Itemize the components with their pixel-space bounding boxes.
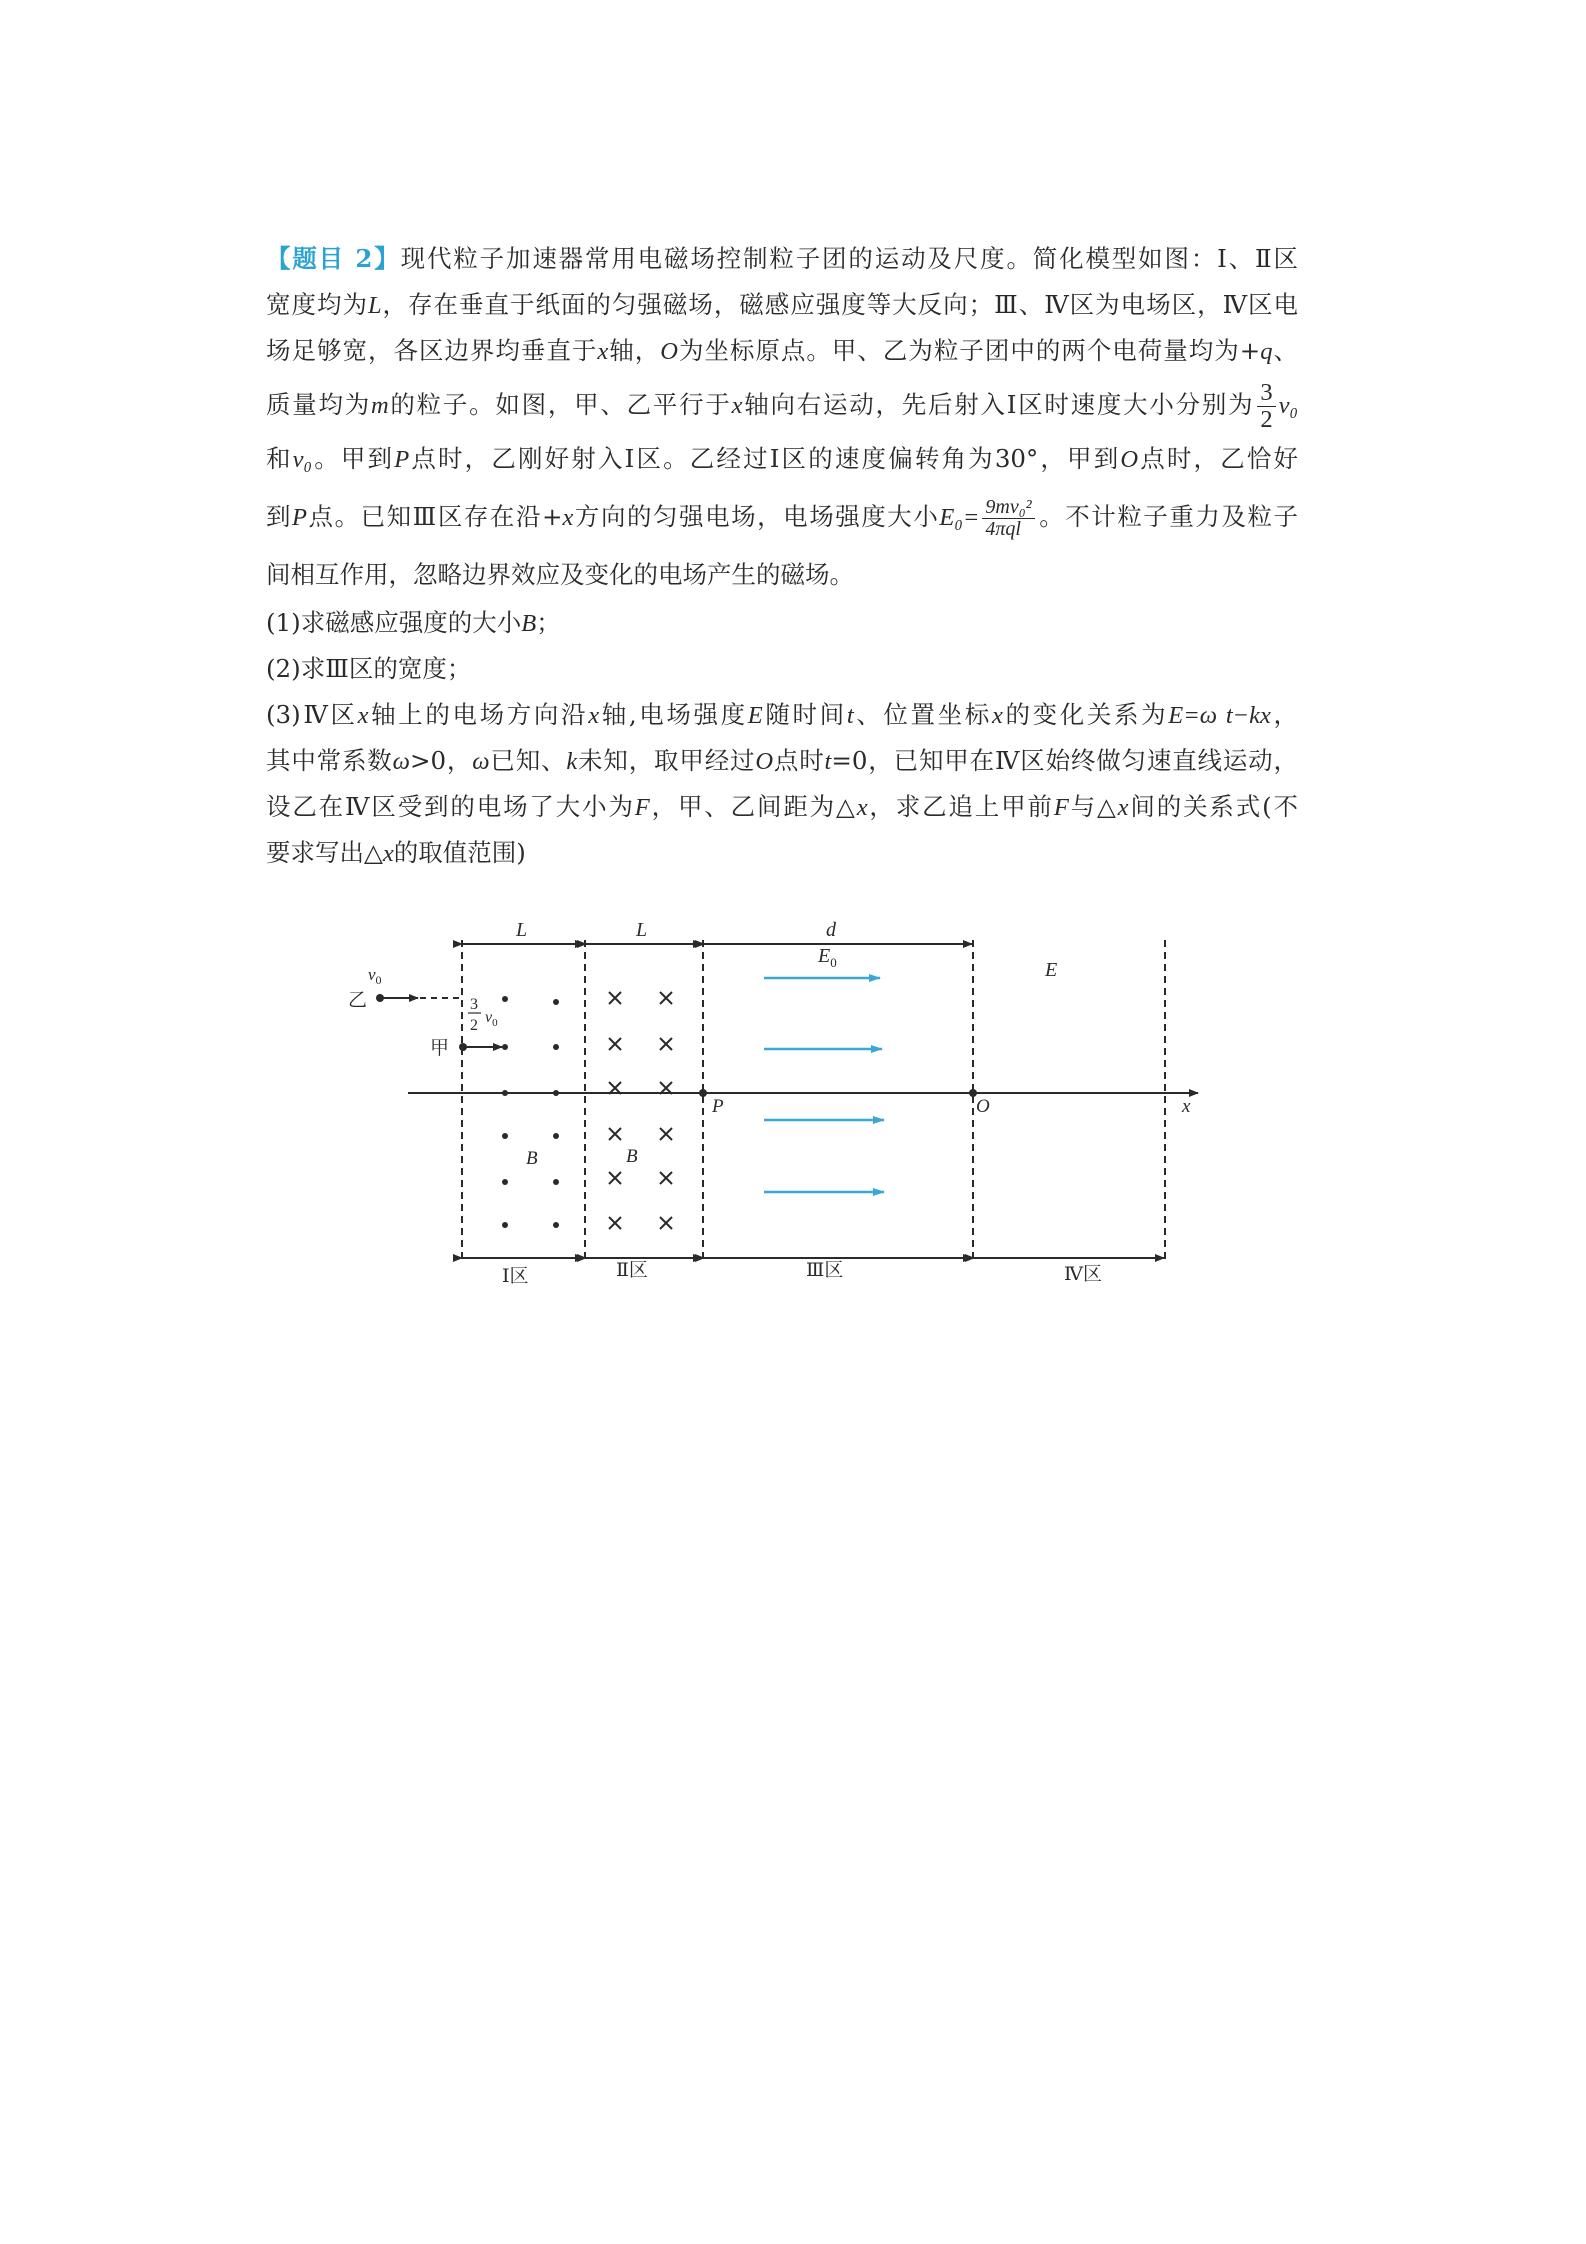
label-E-region4: E: [1045, 959, 1058, 981]
t: 到: [266, 502, 293, 531]
t: 间相互作用，忽略边界效应及变化的电场产生的磁场。: [266, 560, 854, 589]
label-P: P: [712, 1096, 724, 1117]
label-frac-v: [485, 1009, 498, 1029]
label-jia: 甲: [430, 1038, 450, 1059]
t: 点时，乙刚好射入Ⅰ区。乙经过Ⅰ区的速度偏转角为30°，甲到: [409, 444, 1121, 473]
t: 、位置坐标: [853, 700, 992, 729]
region3-field-arrows: [764, 978, 884, 1192]
t: 、: [1272, 336, 1299, 365]
point-P: [699, 1089, 707, 1097]
text-line-4: [266, 374, 1298, 436]
fraction-three-halves: [1257, 380, 1275, 432]
problem-tag: 【题目 2】: [266, 244, 401, 273]
label-v0: [368, 965, 382, 987]
label-E0: [817, 945, 837, 970]
question-1: [266, 600, 1298, 646]
var-P: P: [292, 504, 308, 531]
t: 设乙在Ⅳ区受到的电场了大小为: [266, 792, 635, 821]
text-line-7: [266, 552, 1298, 598]
region-label-4: Ⅳ区: [1064, 1264, 1102, 1285]
t: 方向的匀强电场，电场强度大小: [573, 502, 940, 531]
label-B-region2: B: [626, 1146, 638, 1167]
fraction-e0-formula: [982, 497, 1034, 540]
field-diagram: [0, 900, 1586, 1300]
t: (3)Ⅳ区: [266, 700, 358, 729]
t: 与△: [1068, 792, 1118, 821]
frac-num: 9mv₀²: [982, 497, 1034, 519]
dim-d: d: [826, 919, 836, 941]
t: 和: [266, 444, 293, 473]
t: 。不计粒子重力及粒子: [1037, 502, 1299, 531]
t: 宽度均为: [266, 290, 368, 319]
problem-text: [266, 236, 1298, 876]
line1-text: 现代粒子加速器常用电磁场控制粒子团的运动及尺度。简化模型如图：Ⅰ、Ⅱ区: [400, 244, 1299, 273]
var-v0: v₀: [292, 446, 313, 473]
label-x: x: [1182, 1096, 1191, 1117]
region1-field-dots: [502, 996, 559, 1228]
question-2: [266, 646, 1298, 692]
var-E0: E₀=: [939, 504, 980, 531]
var: x: [991, 702, 1003, 729]
label-v0-sub: 0: [375, 973, 382, 987]
t: 随时间: [762, 700, 847, 729]
t: 已知、: [489, 746, 567, 775]
t: 其中常系数: [266, 746, 393, 775]
t: 的粒子。如图，甲、乙平行于: [388, 390, 732, 419]
t: 。甲到: [312, 444, 395, 473]
var-x: x: [562, 504, 574, 531]
t: =0，已知甲在Ⅳ区始终做匀速直线运动，: [831, 746, 1299, 775]
label-frac-v-main: v: [485, 1009, 493, 1026]
var: t: [824, 748, 832, 775]
t: ，甲、乙间距为△: [649, 792, 857, 821]
var: O: [755, 748, 774, 775]
label-B-region1: B: [526, 1148, 538, 1169]
var-x: x: [597, 338, 609, 365]
var-q: q: [1260, 338, 1273, 365]
label-frac-num: 3: [470, 996, 478, 1013]
var: E: [747, 702, 763, 729]
var-x: x: [731, 392, 743, 419]
question-3-line-4: [266, 830, 1298, 876]
t: 要求写出△: [266, 838, 383, 867]
question-3-line-3: [266, 784, 1298, 830]
formula: E=ω t−kx: [1168, 702, 1271, 729]
t: 点时: [773, 746, 825, 775]
var: x: [856, 794, 868, 821]
t: 质量均为: [266, 390, 371, 419]
t: >0，: [409, 746, 473, 775]
region-boundaries: [462, 940, 1165, 1262]
text-line-5: [266, 436, 1298, 482]
label-frac-den: 2: [470, 1017, 478, 1034]
dim-L-1: L: [516, 919, 528, 941]
question-3-line-1: [266, 692, 1298, 738]
t: 的取值范围): [393, 838, 526, 867]
var-O: O: [1120, 446, 1139, 473]
t: 间的关系式(不: [1128, 792, 1299, 821]
text-line-1: [266, 236, 1298, 282]
frac-num: 3: [1257, 380, 1275, 407]
dimension-lines: [462, 944, 1164, 1258]
t: 轴，: [608, 336, 661, 365]
var: F: [634, 794, 650, 821]
label-E0-sub: 0: [830, 955, 837, 970]
var: ω: [392, 748, 410, 775]
var: k: [566, 748, 578, 775]
question-3-line-2: [266, 738, 1298, 784]
var-L: L: [367, 292, 382, 319]
label-O: O: [976, 1096, 990, 1117]
t: 的变化关系为: [1002, 700, 1169, 729]
t: 为坐标原点。甲、乙为粒子团中的两个电荷量均为+: [677, 336, 1261, 365]
t: (1)求磁感应强度的大小: [266, 608, 522, 637]
label-yi: 乙: [348, 990, 368, 1011]
text-line-2: [266, 282, 1298, 328]
var-B: B: [521, 610, 537, 637]
t: 点。已知Ⅲ区存在沿+: [307, 502, 563, 531]
label-E0-main: E: [818, 945, 831, 967]
t: 点时，乙恰好: [1138, 444, 1299, 473]
label-frac-v-sub: 0: [492, 1017, 498, 1029]
t: 轴,电场强度: [599, 700, 748, 729]
t: 场足够宽，各区边界均垂直于: [266, 336, 598, 365]
t: (2)求Ⅲ区的宽度；: [266, 654, 472, 683]
var: t: [846, 702, 854, 729]
var: x: [588, 702, 600, 729]
dim-L-2: L: [636, 919, 648, 941]
region-label-2: Ⅱ区: [616, 1260, 648, 1281]
region-label-1: Ⅰ区: [502, 1266, 529, 1287]
var: x: [382, 840, 394, 867]
frac-den: 4πql: [985, 518, 1021, 540]
t: 轴上的电场方向沿: [368, 700, 589, 729]
var: F: [1053, 794, 1069, 821]
var-O: O: [660, 338, 678, 365]
t: ，存在垂直于纸面的匀强磁场，磁感应强度等大反向；Ⅲ、Ⅳ区为电场区，Ⅳ区电: [381, 290, 1299, 319]
t: ；: [536, 608, 561, 637]
t: 未知，取甲经过: [577, 746, 756, 775]
region2-field-crosses: [609, 992, 672, 1229]
t: ，: [1270, 700, 1299, 729]
frac-den: 2: [1260, 406, 1273, 433]
region-label-3: Ⅲ区: [806, 1260, 844, 1281]
var-v0: v₀: [1278, 392, 1298, 419]
var-m: m: [370, 392, 389, 419]
t: ，求乙追上甲前: [867, 792, 1054, 821]
label-v0-main: v: [368, 965, 376, 984]
var: x: [1117, 794, 1129, 821]
var-P: P: [394, 446, 410, 473]
text-line-6: [266, 482, 1298, 552]
var: ω: [472, 748, 490, 775]
text-line-3: [266, 328, 1298, 374]
t: 轴向右运动，先后射入Ⅰ区时速度大小分别为: [742, 390, 1255, 419]
var: x: [357, 702, 369, 729]
